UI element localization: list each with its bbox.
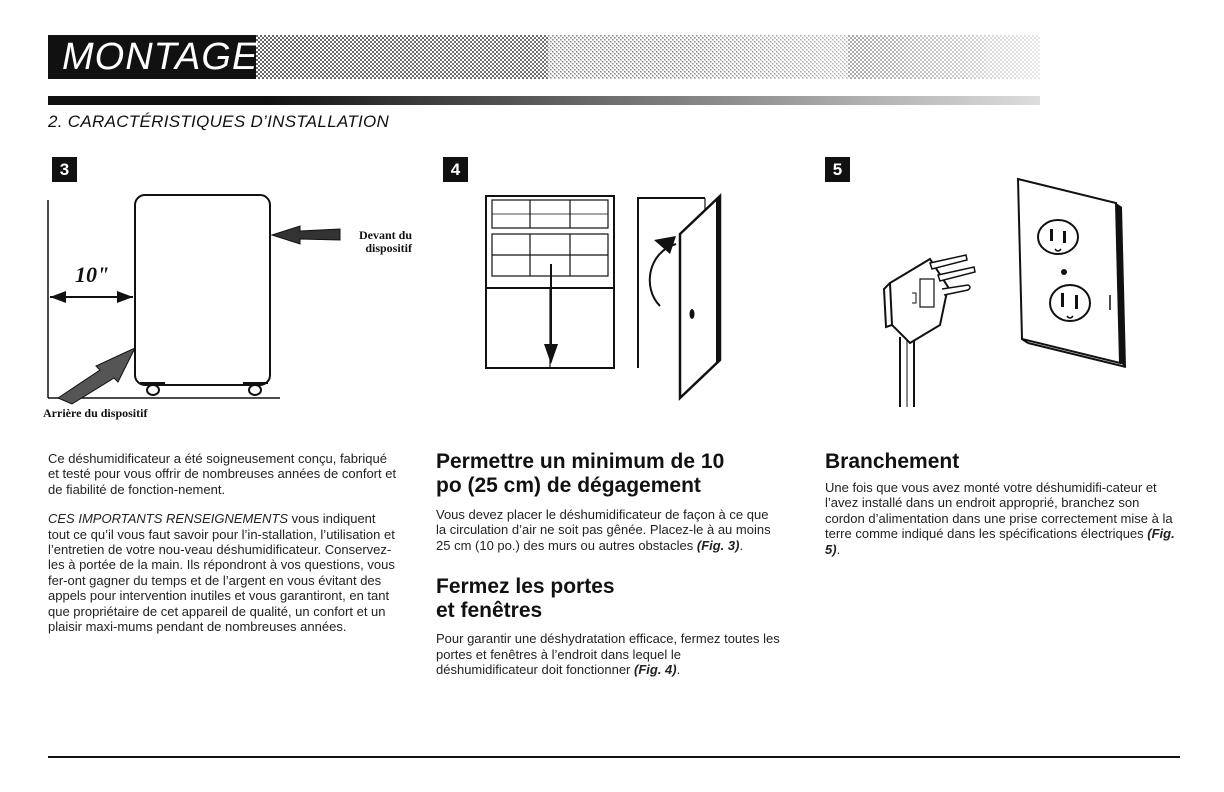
- back-arrow: [58, 348, 135, 404]
- distance-label: 10": [75, 262, 110, 287]
- figure-4-window-door-diagram: [480, 178, 745, 403]
- svg-text:dispositif: dispositif: [365, 241, 412, 255]
- plug-prong: [930, 255, 967, 269]
- receptacle-lower: [1050, 285, 1090, 321]
- header-rule: [48, 96, 1040, 105]
- plug-body: [890, 259, 948, 343]
- outlet-plate: [1018, 179, 1120, 363]
- page-title: MONTAGE: [48, 35, 256, 79]
- svg-text:Devant du: Devant du: [358, 228, 412, 242]
- figure-5-number: 5: [825, 157, 850, 182]
- figure-5-plug-outlet-diagram: [870, 175, 1130, 415]
- connection-paragraph: Une fois que vous avez monté votre déshumidifi-cateur et l’avez installé dans un endroit approprié, branchez son cordon d’alimentation dans une prise correctement mise à la terre comme indiqué dans les spécifications électriques (Fig. 5).: [825, 480, 1175, 557]
- receptacle-upper: [1038, 220, 1078, 254]
- dehumidifier-body: [135, 195, 270, 385]
- connection-column: [825, 450, 1180, 557]
- info-paragraph: CES IMPORTANTS RENSEIGNEMENTS vous indiquent tout ce qu’il vous faut savoir pour l’in-stallation, l’utilisation et l’entretien de votre nou-veau déshumidificateur. Conservez-les à portée de la main. Ils répondront à vos questions, vous fer-ont gagner du temps et de l’argent en vous évitant des appels pour intervention inutiles et vous garantiront, en tant que propriétaire de cet appareil de qualité, un confort et un plaisir maxi-mums pendant de nombreuses années.: [48, 511, 395, 635]
- footer-rule: [48, 756, 1180, 758]
- figure-3-number: 3: [52, 157, 77, 182]
- close-doors-paragraph: Pour garantir une déshydratation efficace, fermez toutes les portes et fenêtres à l’endroit dans lequel le déshumidificateur doit fonctionner (Fig. 4).: [436, 631, 780, 678]
- wheel: [249, 385, 261, 395]
- clearance-paragraph: Vous devez placer le déshumidificateur de façon à ce que la circulation d’air ne soit pas gênée. Placez-le à au moins 25 cm (10 po.) des murs ou autres obstacles (Fig. 3).: [436, 507, 771, 553]
- door-knob: [690, 309, 695, 319]
- connection-heading: Branchement: [825, 450, 960, 473]
- close-doors-heading: Fermez les portes et fenêtres: [436, 575, 615, 623]
- figure-3-clearance-diagram: [40, 190, 420, 425]
- intro-column: [48, 451, 398, 648]
- svg-text:Arrière du dispositif: Arrière du dispositif: [43, 406, 148, 420]
- figure-4-number: 4: [443, 157, 468, 182]
- clearance-heading: Permettre un minimum de 10 po (25 cm) de dégagement: [436, 450, 725, 497]
- clearance-column: [436, 450, 801, 677]
- plug-prong: [938, 267, 975, 281]
- wheel: [147, 385, 159, 395]
- intro-paragraph: Ce déshumidificateur a été soigneusement conçu, fabriqué et testé pour vous offrir de nombreuses années de confort et de fiabilité de fonction-nement.: [48, 451, 397, 497]
- door: [680, 196, 720, 398]
- close-door-arrow: [650, 244, 676, 306]
- front-arrow: [272, 226, 340, 244]
- section-title: 2. CARACTÉRISTIQUES D’INSTALLATION: [48, 112, 390, 131]
- plate-screw: [1061, 269, 1067, 275]
